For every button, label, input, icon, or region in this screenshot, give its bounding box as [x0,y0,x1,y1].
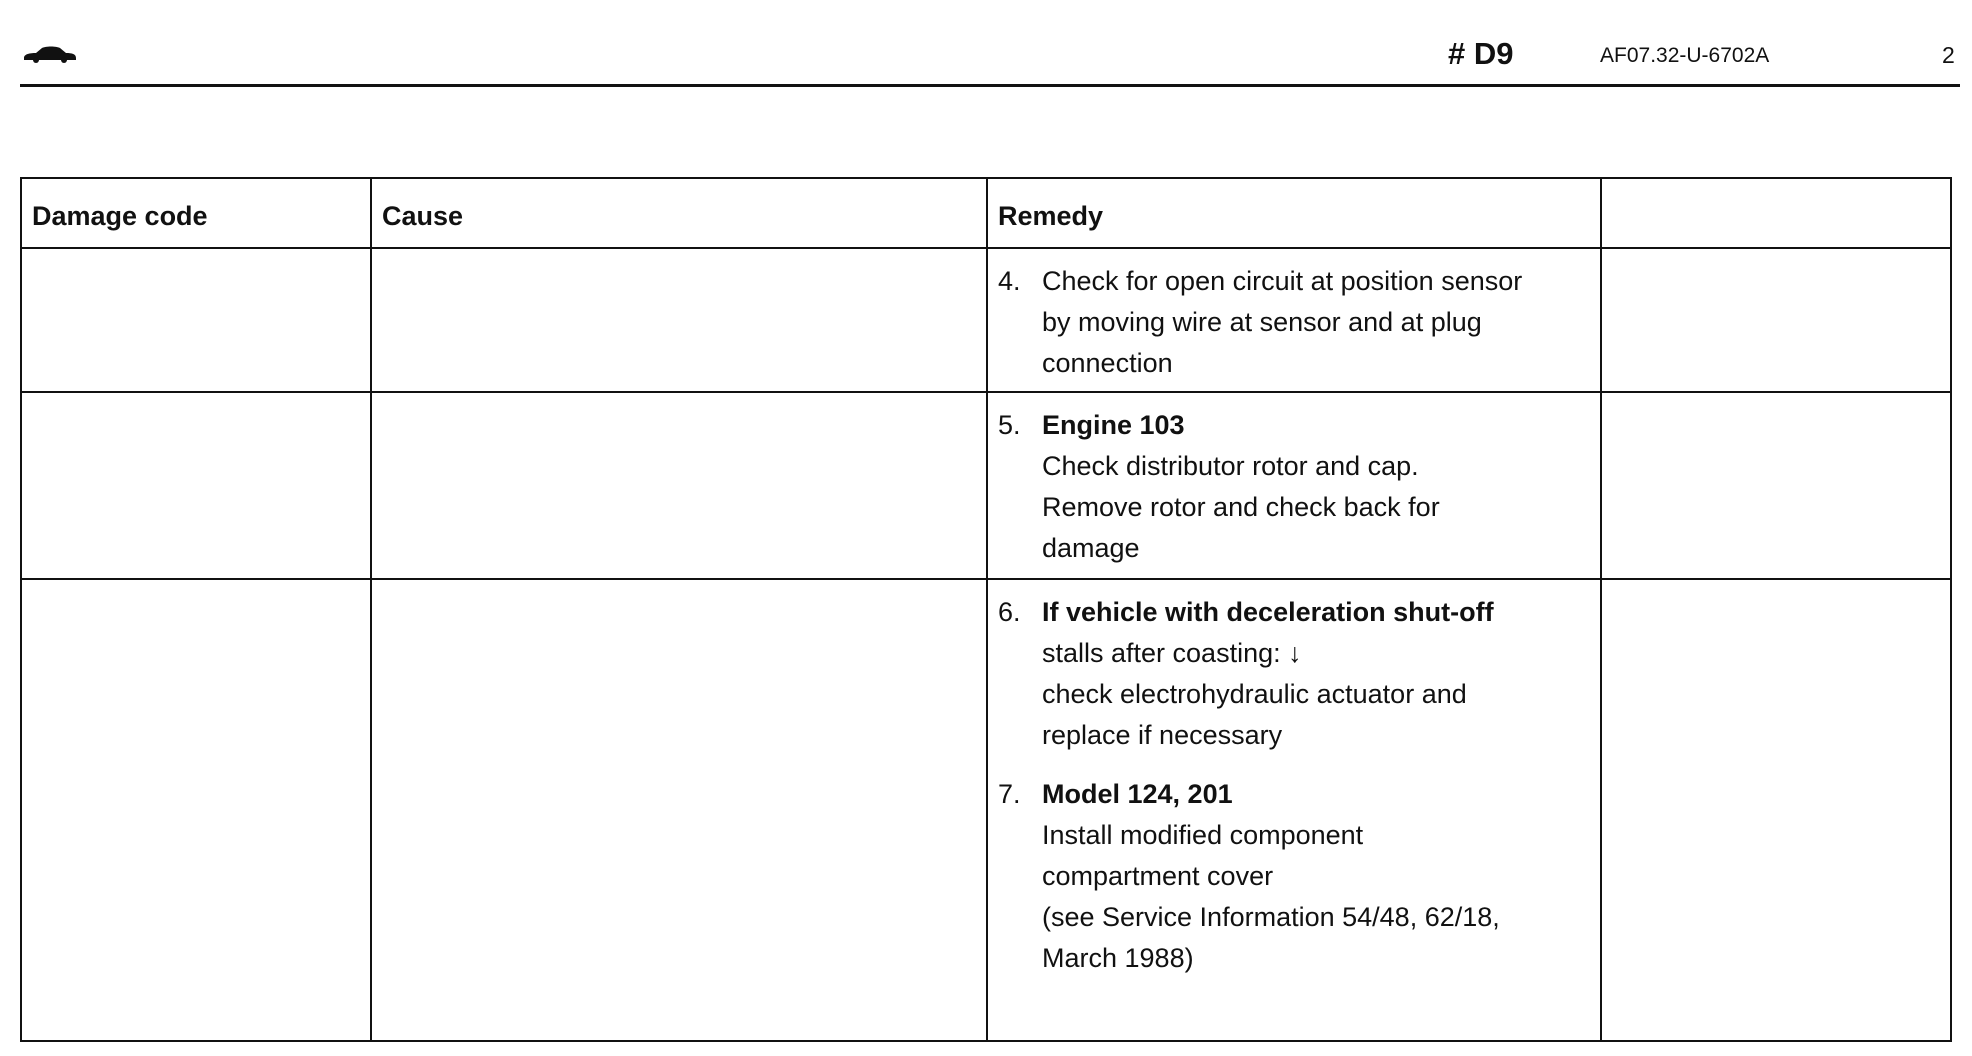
cause-cell [371,392,987,579]
table-row [21,248,1951,392]
remedy-item-text: stalls after coasting: ↓ check electrohydraulic actuator and replace if necessary [1042,638,1467,750]
column-header-remedy: Remedy [987,178,1601,248]
blank-cell [1601,392,1951,579]
remedy-item-lead: If vehicle with deceleration shut-off [1042,597,1494,627]
remedy-item-text: Check distributor rotor and cap. Remove rotor and check back for damage [1042,451,1440,563]
damage-code-cell [21,248,371,392]
remedy-item-text: Install modified component compartment cover (see Service Information 54/48, 62/18, March 1988) [1042,820,1500,973]
page-header [0,0,1972,90]
remedy-item [988,393,1600,569]
table-row [21,392,1951,579]
remedy-item-heading: Engine 103 [1042,410,1185,440]
blank-cell [1601,579,1951,1041]
cause-cell [371,579,987,1041]
header-rule [20,84,1960,87]
blank-cell [1601,248,1951,392]
cause-cell [371,248,987,392]
remedy-item-number: 5. [998,410,1021,440]
remedy-cell [987,248,1601,392]
remedy-item [988,249,1600,384]
column-header-blank [1601,178,1951,248]
column-header-damage-code: Damage code [21,178,371,248]
document-number: AF07.32-U-6702A [1600,44,1770,67]
car-silhouette-icon [22,44,78,64]
table-header-row [21,178,1951,248]
remedy-item-number: 7. [998,779,1021,809]
remedy-item [988,580,1600,756]
remedy-item-number: 6. [998,597,1021,627]
remedy-cell [987,392,1601,579]
remedy-item-text: Check for open circuit at position sensor by moving wire at sensor and at plug connection [1042,266,1523,378]
page-number: 2 [1942,42,1955,68]
column-header-cause: Cause [371,178,987,248]
remedy-item [988,756,1600,979]
table-row [21,579,1951,1041]
remedy-item-number: 4. [998,266,1021,296]
damage-code-cell [21,392,371,579]
remedy-item-heading: Model 124, 201 [1042,779,1233,809]
damage-code-cell [21,579,371,1041]
page-code: # D9 [1448,36,1514,71]
remedy-cell [987,579,1601,1041]
diagnosis-table [20,177,1952,1042]
